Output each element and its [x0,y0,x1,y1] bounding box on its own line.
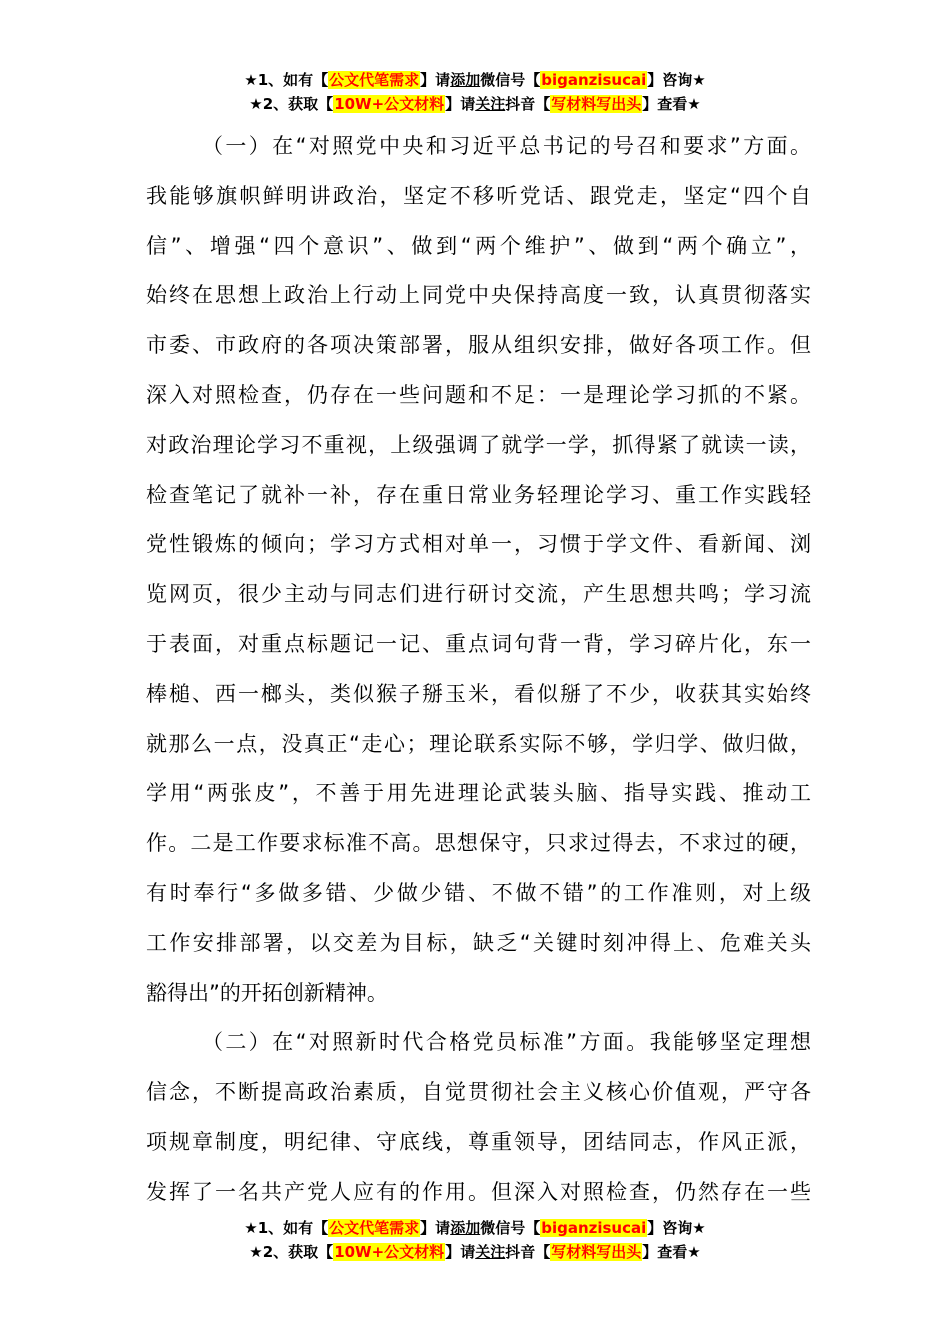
text-line: 于表面，对重点标题记一记、重点词句背一背，学习碎片化，东一 [146,631,811,656]
highlight-douyin: 写材料写出头 [551,95,642,113]
highlight-service: 公文代笔需求 [329,1219,420,1237]
text-line: 市委、市政府的各项决策部署，服从组织安排，做好各项工作。但 [146,333,811,358]
text-line: 项规章制度，明纪律、守底线，尊重领导，团结同志，作风正派， [146,1129,811,1154]
text-line: 有时奉行“多做多错、少做少错、不做不错”的工作准则，对上级 [146,880,811,905]
highlight-materials: 10W+公文材料 [334,1243,445,1261]
text-line: 作。二是工作要求标准不高。思想保守，只求过得去，不求过的硬， [146,831,811,856]
text-line: 信”、增强“四个意识”、做到“两个维护”、做到“两个确立”， [146,233,811,258]
text-line: 深入对照检查，仍存在一些问题和不足：一是理论学习抓的不紧。 [146,382,811,407]
highlight-wechat-id: biganzisucai [541,1219,647,1237]
text-line: （二）在“对照新时代合格党员标准”方面。我能够坚定理想 [202,1030,811,1055]
text-line: 党性锻炼的倾向；学习方式相对单一，习惯于学文件、看新闻、浏 [146,532,811,557]
text-line: 览网页，很少主动与同志们进行研讨交流，产生思想共鸣；学习流 [146,582,811,607]
text-line: 信念，不断提高政治素质，自觉贯彻社会主义核心价值观，严守各 [146,1080,811,1105]
banner-line-1: ★1、如有【公文代笔需求】请添加微信号【biganzisucai】咨询★ [244,71,706,89]
text-line: （一）在“对照党中央和习近平总书记的号召和要求”方面。 [202,134,811,158]
banner-line-1: ★1、如有【公文代笔需求】请添加微信号【biganzisucai】咨询★ [244,1219,706,1237]
text-line: 棒槌、西一榔头，类似猴子掰玉米，看似掰了不少，收获其实始终 [146,681,811,706]
text-line: 豁得出”的开拓创新精神。 [146,980,388,1005]
banner-line-2: ★2、获取【10W+公文材料】请关注抖音【写材料写出头】查看★ [249,95,701,113]
text-line: 检查笔记了就补一补，存在重日常业务轻理论学习、重工作实践轻 [146,482,811,507]
footer-banner [0,1216,950,1264]
text-line: 就那么一点，没真正“走心；理论联系实际不够，学归学、做归做， [146,731,811,756]
text-line: 始终在思想上政治上行动上同党中央保持高度一致，认真贯彻落实 [146,283,811,308]
highlight-douyin: 写材料写出头 [551,1243,642,1261]
text-line: 我能够旗帜鲜明讲政治，坚定不移听党话、跟党走，坚定“四个自 [146,183,811,208]
document-body [146,122,811,1218]
highlight-service: 公文代笔需求 [329,71,420,89]
header-banner [0,68,950,116]
text-line: 工作安排部署，以交差为目标，缺乏“关键时刻冲得上、危难关头 [146,930,811,955]
text-line: 学用“两张皮”，不善于用先进理论武装头脑、指导实践、推动工 [146,781,811,806]
banner-line-2: ★2、获取【10W+公文材料】请关注抖音【写材料写出头】查看★ [249,1243,701,1261]
highlight-wechat-id: biganzisucai [541,71,647,89]
text-line: 对政治理论学习不重视，上级强调了就学一学，抓得紧了就读一读， [146,432,811,457]
text-line: 发挥了一名共产党人应有的作用。但深入对照检查，仍然存在一些 [146,1179,811,1204]
highlight-materials: 10W+公文材料 [334,95,445,113]
